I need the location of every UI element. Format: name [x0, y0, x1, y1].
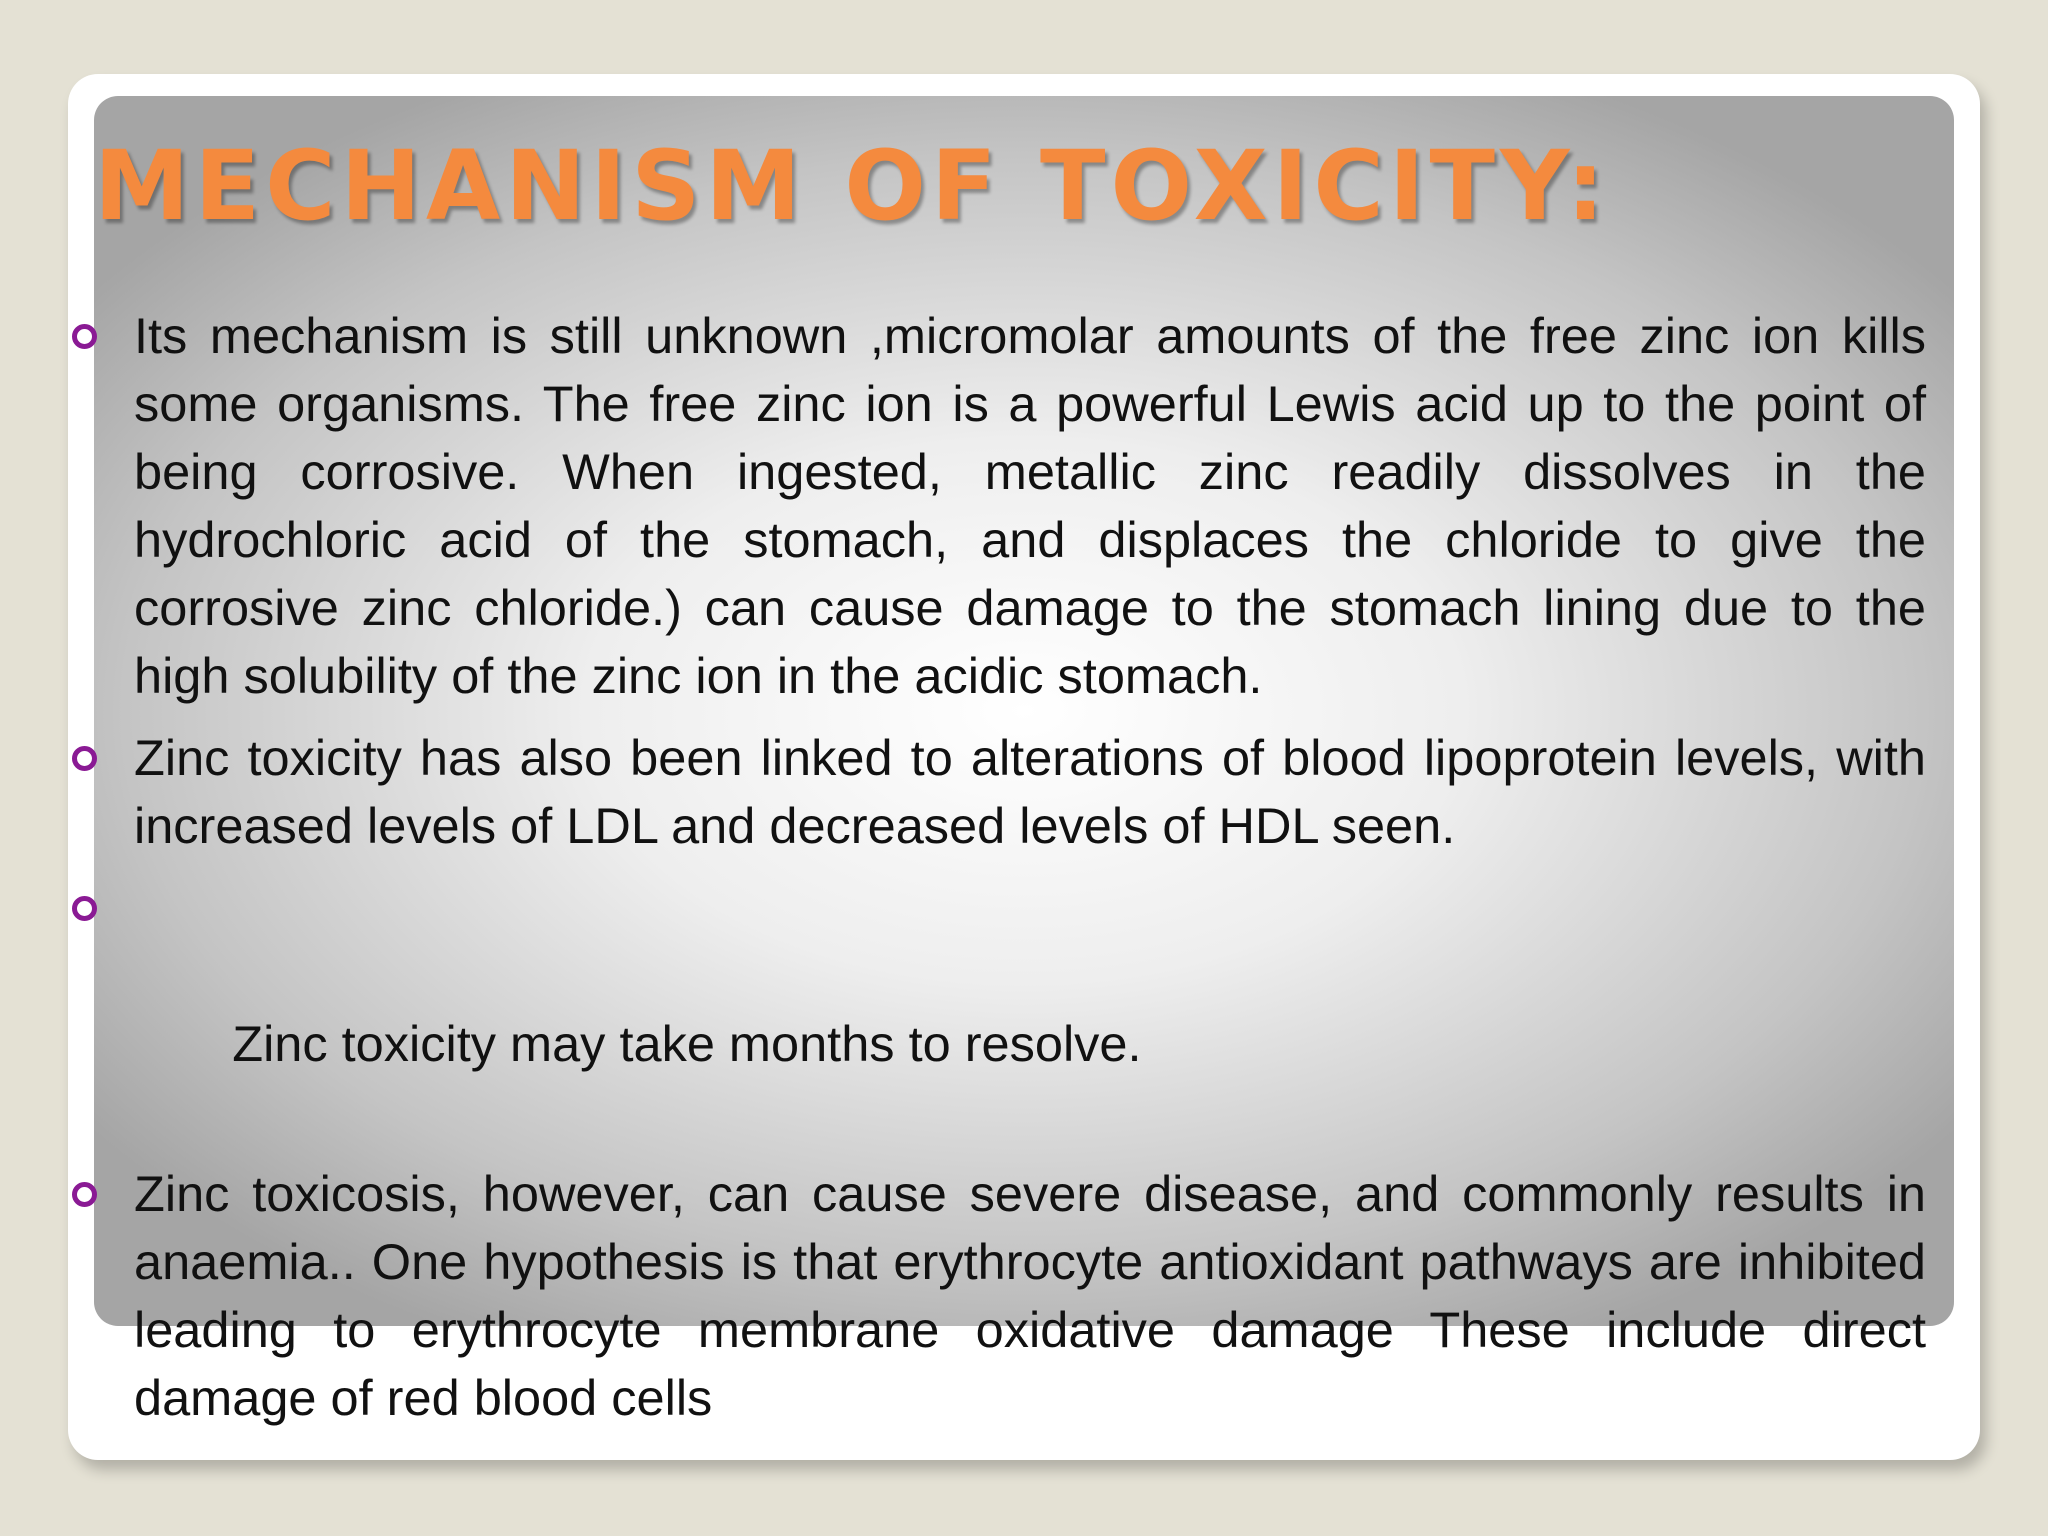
bullet-text: Zinc toxicity has also been linked to alterations of blood lipoprotein levels, with increased levels of LDL and decreased levels of HDL seen.	[134, 729, 1926, 854]
bullet-text: Zinc toxicosis, however, can cause severe disease, and commonly results in anaemia.. One hypothesis is that erythrocyte antioxidant pathways are inhibited leading to erythrocyte membrane oxidative damage These include direct damage of red blood cells	[134, 1165, 1926, 1426]
hollow-circle-bullet-icon	[72, 746, 97, 771]
bullet-text: Zinc toxicity may take months to resolve.	[218, 1015, 1142, 1072]
bullet-item-toxicosis	[94, 1160, 1926, 1432]
bullet-item-mechanism	[94, 302, 1926, 710]
bullet-text: Its mechanism is still unknown ,micromolar amounts of the free zinc ion kills some organisms. The free zinc ion is a powerful Lewis acid up to the point of being corrosive. When ingested, metallic zinc readily dissolves in the hydrochloric acid of the stomach, and displaces the chloride to give the corrosive zinc chloride.) can cause damage to the stomach lining due to the high solubility of the zinc ion in the acidic stomach.	[134, 307, 1926, 704]
bullet-list	[94, 302, 1926, 1446]
slide-title: MECHANISM OF TOXICITY:	[94, 130, 1610, 242]
hollow-circle-bullet-icon	[72, 324, 97, 349]
hollow-circle-bullet-icon	[72, 896, 97, 921]
bullet-item-lipoprotein	[94, 724, 1926, 860]
hollow-circle-bullet-icon	[72, 1182, 97, 1207]
bullet-item-resolve	[94, 874, 1926, 1146]
content-panel	[94, 96, 1954, 1426]
